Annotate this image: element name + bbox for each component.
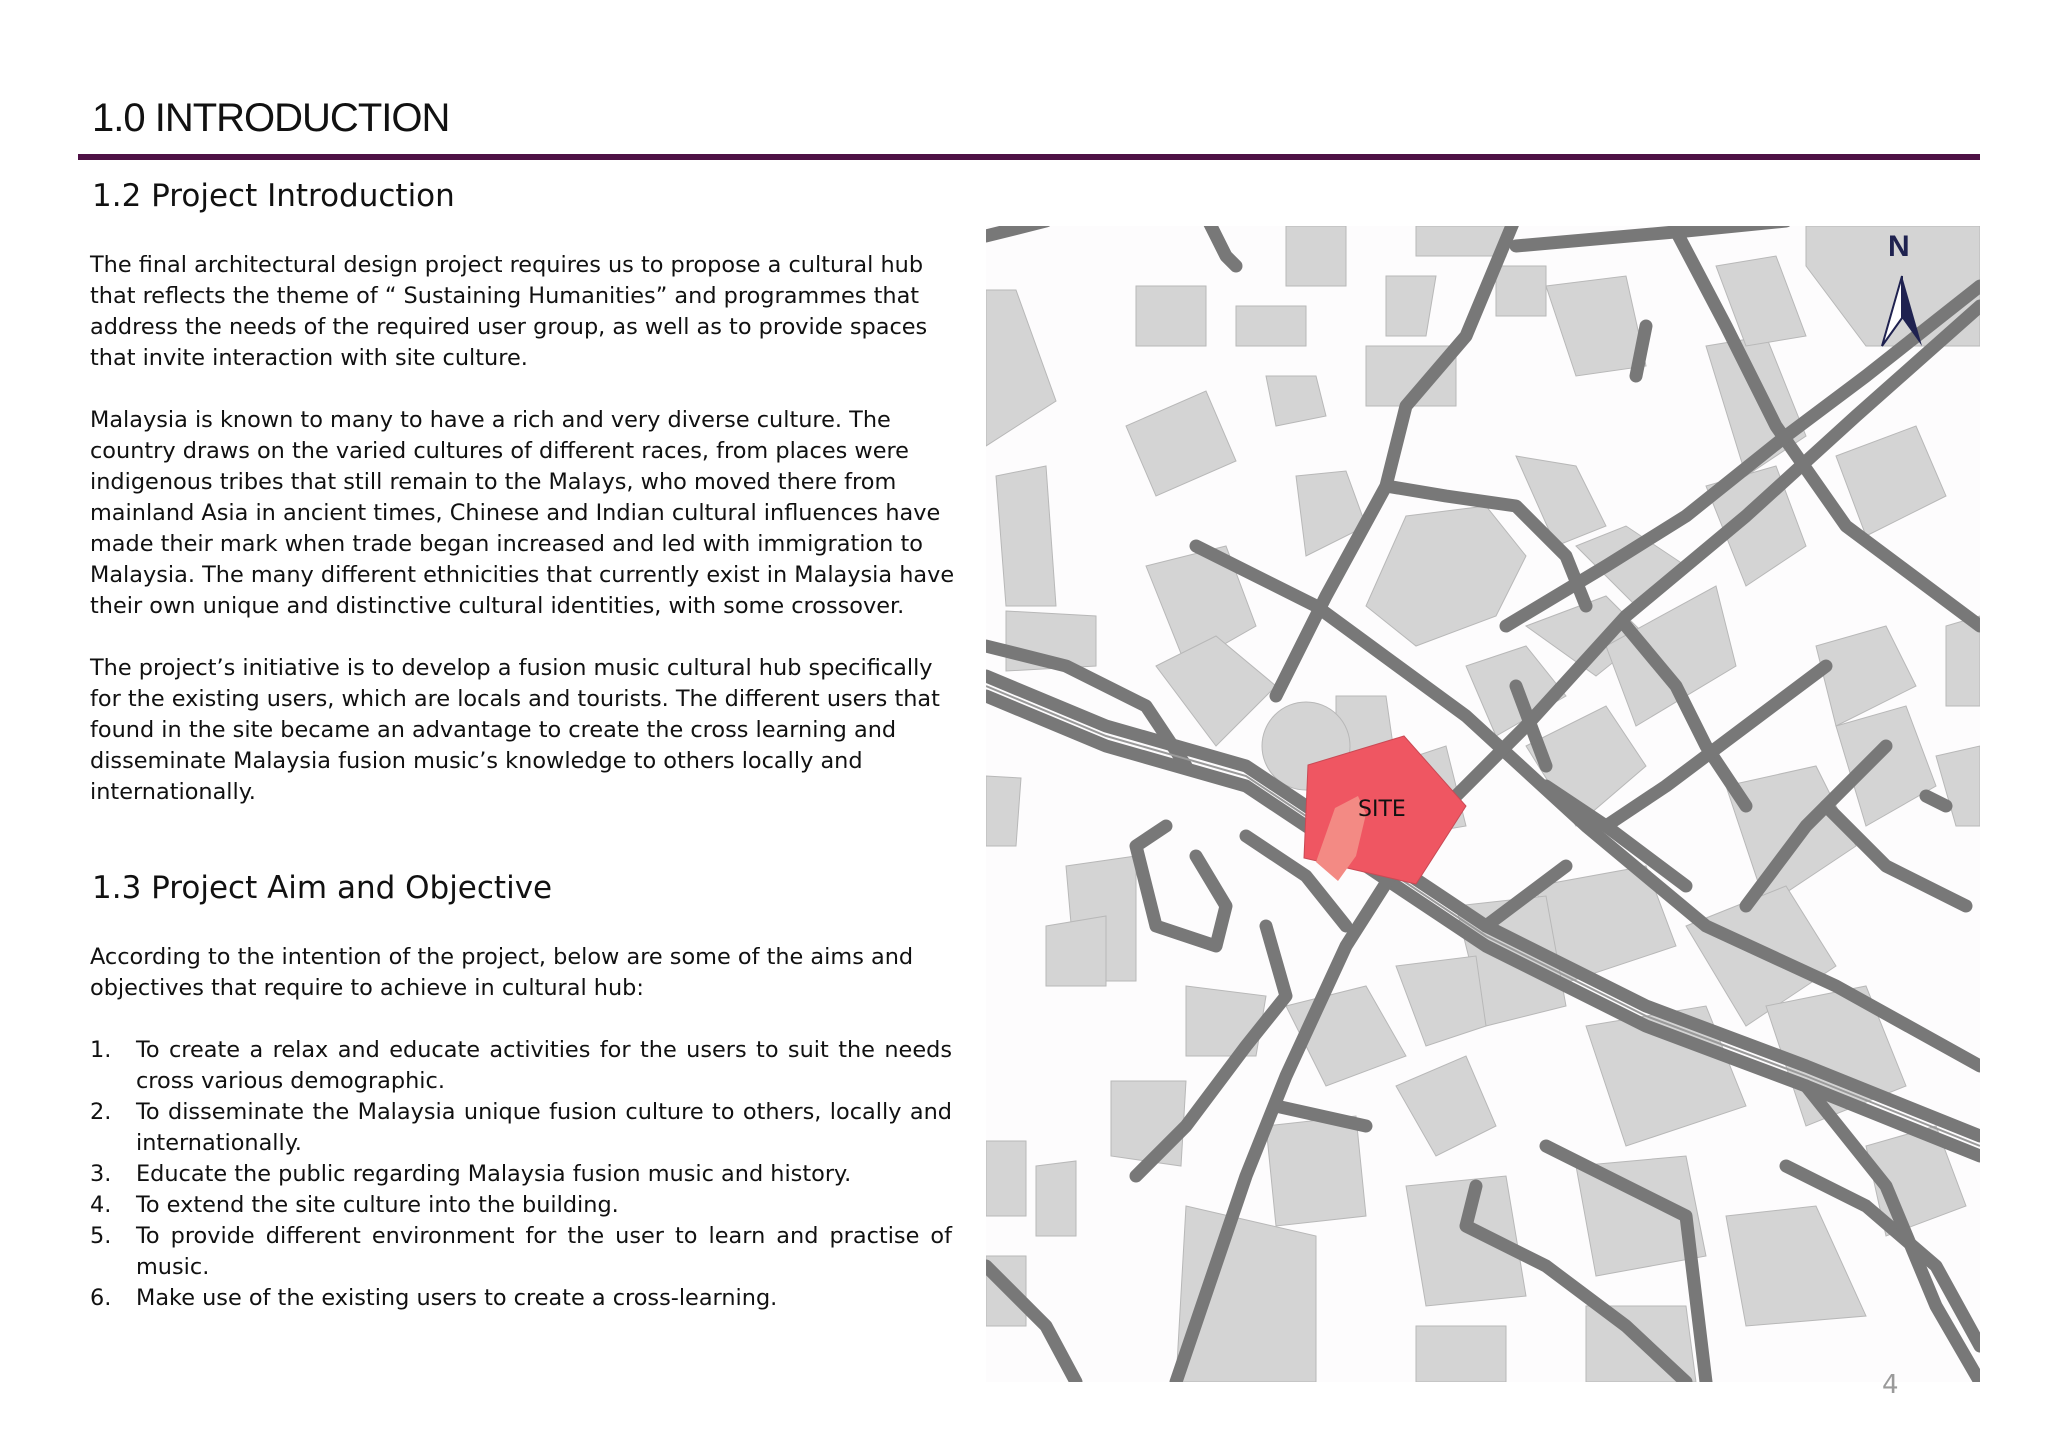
site-label: SITE — [1358, 797, 1406, 822]
aim-text: To extend the site culture into the building. — [136, 1192, 619, 1218]
aim-text: To disseminate the Malaysia unique fusion culture to others, locally and internationally. — [136, 1099, 952, 1156]
project-introduction-body — [90, 250, 964, 808]
aims-list — [90, 1035, 952, 1314]
intro-paragraph-2: Malaysia is known to many to have a rich and very diverse culture. The country draws on the varied cultures of different races, from places were indigenous tribes that still remain to the Malays, who moved there from mainland Asia in ancient times, Chinese and Indian cultural influences have made their mark when trade began increased and led with immigration to Malaysia. The many different ethnicities that currently exist in Malaysia have their own unique and distinctive cultural identities, with some crossover. — [90, 407, 955, 619]
aim-item — [90, 1097, 952, 1159]
aim-text: To provide different environment for the user to learn and practise of music. — [136, 1223, 952, 1280]
aim-item — [90, 1159, 952, 1190]
section-heading-project-introduction: 1.2 Project Introduction — [92, 178, 455, 214]
intro-paragraph-3: The project’s initiative is to develop a fusion music cultural hub specifically for the existing users, which are locals and tourists. The different users that found in the site became an advantage to create the cross learning and disseminate Malaysia fusion music’s knowledge to others locally and internationally. — [90, 655, 940, 805]
aim-item — [90, 1221, 952, 1283]
aim-text: Make use of the existing users to create a cross-learning. — [136, 1285, 778, 1311]
intro-paragraph-1: The final architectural design project requires us to propose a cultural hub that reflects the theme of “ Sustaining Humanities” and programmes that address the needs of the required user group, as well as to provide spaces that invite interaction with site culture. — [90, 252, 928, 371]
aim-item — [90, 1035, 952, 1097]
site-map — [986, 226, 1980, 1382]
aim-number: 2. — [90, 1099, 112, 1125]
aim-number: 6. — [90, 1285, 112, 1311]
aim-number: 1. — [90, 1037, 112, 1063]
aim-text: Educate the public regarding Malaysia fusion music and history. — [136, 1161, 852, 1187]
aim-number: 5. — [90, 1223, 112, 1249]
aim-number: 3. — [90, 1161, 112, 1187]
aim-objective-body — [90, 942, 952, 1314]
page-number: 4 — [1882, 1370, 1899, 1400]
north-label: N — [1888, 230, 1910, 263]
aim-item — [90, 1283, 952, 1314]
aim-text: To create a relax and educate activities for the users to suit the needs cross various demographic. — [136, 1037, 952, 1094]
title-divider — [78, 154, 1980, 160]
aims-intro: According to the intention of the project, below are some of the aims and objectives that require to achieve in cultural hub: — [90, 944, 914, 1001]
aim-number: 4. — [90, 1192, 112, 1218]
aim-item — [90, 1190, 952, 1221]
section-heading-aim-objective: 1.3 Project Aim and Objective — [92, 870, 553, 906]
page-title: 1.0 INTRODUCTION — [92, 96, 450, 140]
